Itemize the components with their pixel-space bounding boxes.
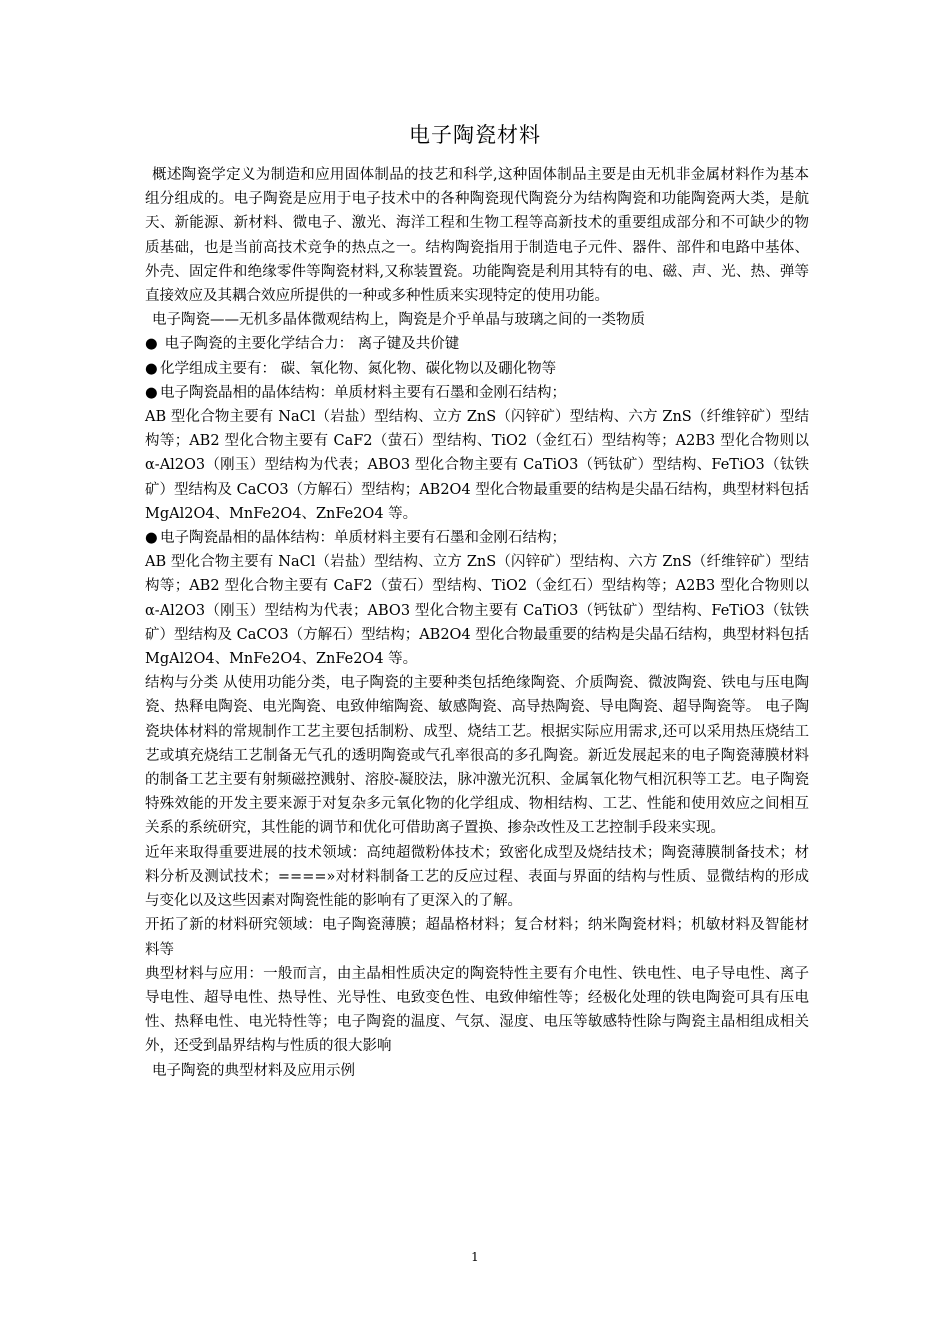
- bullet-crystal-structure-repeat: [145, 526, 809, 550]
- microstructure-paragraph: 电子陶瓷——无机多晶体微观结构上，陶瓷是介乎单晶与玻璃之间的一类物质: [152, 312, 645, 329]
- typical-materials-paragraph: 典型材料与应用：一般而言，由主晶相性质决定的陶瓷特性主要有介电性、铁电性、电子导电性、离子导电性、超导电性、热导性、光导性、电致变色性、电致伸缩性等；经极化处理的铁电陶瓷可具有压电性、热释电性、电光特性等；电子陶瓷的温度、气氛、湿度、电压等敏感特性除与陶瓷主晶相组成相关外，还受到晶界结构与性质的很大影响: [145, 965, 809, 1055]
- bullet-text: 电子陶瓷晶相的晶体结构：单质材料主要有石墨和金刚石结构；: [160, 530, 566, 547]
- bullet-crystal-structure: [145, 381, 809, 405]
- document-title: 电子陶瓷材料: [409, 123, 541, 147]
- bullet-icon: ●: [145, 360, 158, 377]
- bullet-icon: ●: [145, 530, 158, 547]
- bullet-composition: [145, 357, 809, 381]
- structure-classification-paragraph: 结构与分类 从使用功能分类，电子陶瓷的主要种类包括绝缘陶瓷、介质陶瓷、微波陶瓷、铁电与压电陶瓷、热释电陶瓷、电光陶瓷、电致伸缩陶瓷、敏感陶瓷、高导热陶瓷、导电陶瓷、超导陶瓷等。 电子陶瓷块体材料的常规制作工艺主要包括制粉、成型、烧结工艺。根据实际应用需求,还可以采用热压烧结工艺或填充烧结工艺制备无气孔的透明陶瓷或气孔率很高的多孔陶瓷。新近发展起来的电子陶瓷薄膜材料的制备工艺主要有射频磁控溅射、溶胶-凝胶法，脉冲激光沉积、金属氧化物气相沉积等工艺。电子陶瓷特殊效能的开发主要来源于对复杂多元氧化物的化学组成、物相结构、工艺、性能和使用效应之间相互关系的系统研究，其性能的调节和优化可借助离子置换、掺杂改性及工艺控制手段来实现。: [145, 675, 809, 837]
- new-fields-paragraph: 开拓了新的材料研究领域：电子陶瓷薄膜；超晶格材料；复合材料；纳米陶瓷材料；机敏材料及智能材料等: [145, 917, 809, 958]
- bullet-icon: ●: [145, 384, 158, 401]
- recent-progress-paragraph: 近年来取得重要进展的技术领域：高纯超微粉体技术；致密化成型及烧结技术；陶瓷薄膜制备技术；材料分析及测试技术；====»对材料制备工艺的反应过程、表面与界面的结构与性质、显微结构的形成与变化以及这些因素对陶瓷性能的影响有了更深入的了解。: [145, 844, 809, 910]
- examples-heading: 电子陶瓷的典型材料及应用示例: [152, 1062, 355, 1079]
- page-number: 1: [471, 1250, 479, 1264]
- crystal-types-paragraph-repeat: AB 型化合物主要有 NaCl（岩盐）型结构、立方 ZnS（闪锌矿）型结构、六方 ZnS（纤维锌矿）型结构等；AB2 型化合物主要有 CaF2（萤石）型结构、TiO2（金红石）型结构等；A2B3 型化合物则以α-Al2O3（刚玉）型结构为代表；ABO3 型化合物主要有 CaTiO3（钙钛矿）型结构、FeTiO3（钛铁矿）型结构及 CaCO3（方解石）型结构；AB2O4 型化合物最重要的结构是尖晶石结构，典型材料包括 MgAl2O4、MnFe2O4、ZnFe2O4 等。: [145, 554, 809, 668]
- bullet-chemical-bond: [145, 332, 809, 356]
- bullet-text: 电子陶瓷晶相的晶体结构：单质材料主要有石墨和金刚石结构；: [160, 384, 566, 401]
- document-body: [145, 163, 809, 1083]
- crystal-types-paragraph: AB 型化合物主要有 NaCl（岩盐）型结构、立方 ZnS（闪锌矿）型结构、六方 ZnS（纤维锌矿）型结构等；AB2 型化合物主要有 CaF2（萤石）型结构、TiO2（金红石）型结构等；A2B3 型化合物则以α-Al2O3（刚玉）型结构为代表；ABO3 型化合物主要有 CaTiO3（钙钛矿）型结构、FeTiO3（钛铁矿）型结构及 CaCO3（方解石）型结构；AB2O4 型化合物最重要的结构是尖晶石结构，典型材料包括 MgAl2O4、MnFe2O4、ZnFe2O4 等。: [145, 409, 809, 522]
- overview-paragraph: 概述陶瓷学定义为制造和应用固体制品的技艺和科学,这种固体制品主要是由无机非金属材料作为基本组分组成的。电子陶瓷是应用于电子技术中的各种陶瓷现代陶瓷分为结构陶瓷和功能陶瓷两大类，是航天、新能源、新材料、微电子、激光、海洋工程和生物工程等高新技术的重要组成部分和不可缺少的物质基础，也是当前高技术竞争的热点之一。结构陶瓷指用于制造电子元件、器件、部件和电路中基体、外壳、固定件和绝缘零件等陶瓷材料,又称装置瓷。功能陶瓷是利用其特有的电、磁、声、光、热、弹等直接效应及其耦合效应所提供的一种或多种性质来实现特定的使用功能。: [145, 167, 809, 305]
- bullet-icon: ●: [145, 336, 158, 353]
- bullet-text: 电子陶瓷的主要化学结合力： 离子键及共价键: [160, 336, 460, 353]
- bullet-text: 化学组成主要有： 碳、氧化物、氮化物、碳化物以及硼化物等: [160, 360, 557, 377]
